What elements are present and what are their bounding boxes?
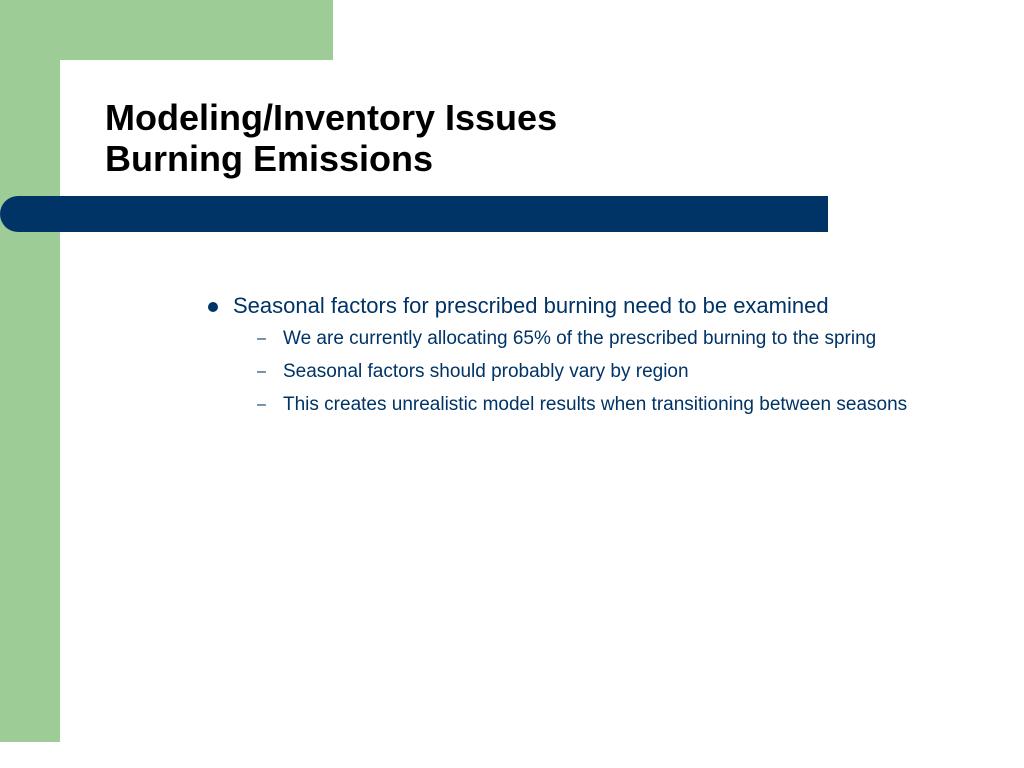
green-top-accent bbox=[0, 0, 333, 60]
sub-bullet-text: We are currently allocating 65% of the prescribed burning to the spring bbox=[283, 328, 877, 349]
title-line-1: Modeling/Inventory Issues bbox=[105, 97, 558, 138]
dash-icon: – bbox=[257, 330, 266, 347]
sub-bullet-text: Seasonal factors should probably vary by region bbox=[283, 361, 689, 382]
sub-bullet-item bbox=[257, 325, 943, 352]
title-line-2: Burning Emissions bbox=[105, 138, 434, 179]
dash-icon: – bbox=[257, 363, 266, 380]
dash-icon: – bbox=[257, 396, 266, 413]
sub-bullet-list bbox=[206, 325, 966, 418]
sub-bullet-text: This creates unrealistic model results when transitioning between seasons bbox=[283, 394, 908, 415]
bullet-item bbox=[206, 292, 966, 320]
green-sidebar-accent bbox=[0, 0, 60, 742]
title-underline-bar bbox=[0, 196, 828, 232]
slide-content bbox=[206, 292, 966, 424]
slide-title bbox=[105, 97, 805, 179]
bullet-dot-icon bbox=[208, 302, 218, 312]
sub-bullet-item bbox=[257, 358, 943, 385]
sub-bullet-item bbox=[257, 391, 943, 418]
bullet-text: Seasonal factors for prescribed burning need to be examined bbox=[233, 293, 829, 318]
